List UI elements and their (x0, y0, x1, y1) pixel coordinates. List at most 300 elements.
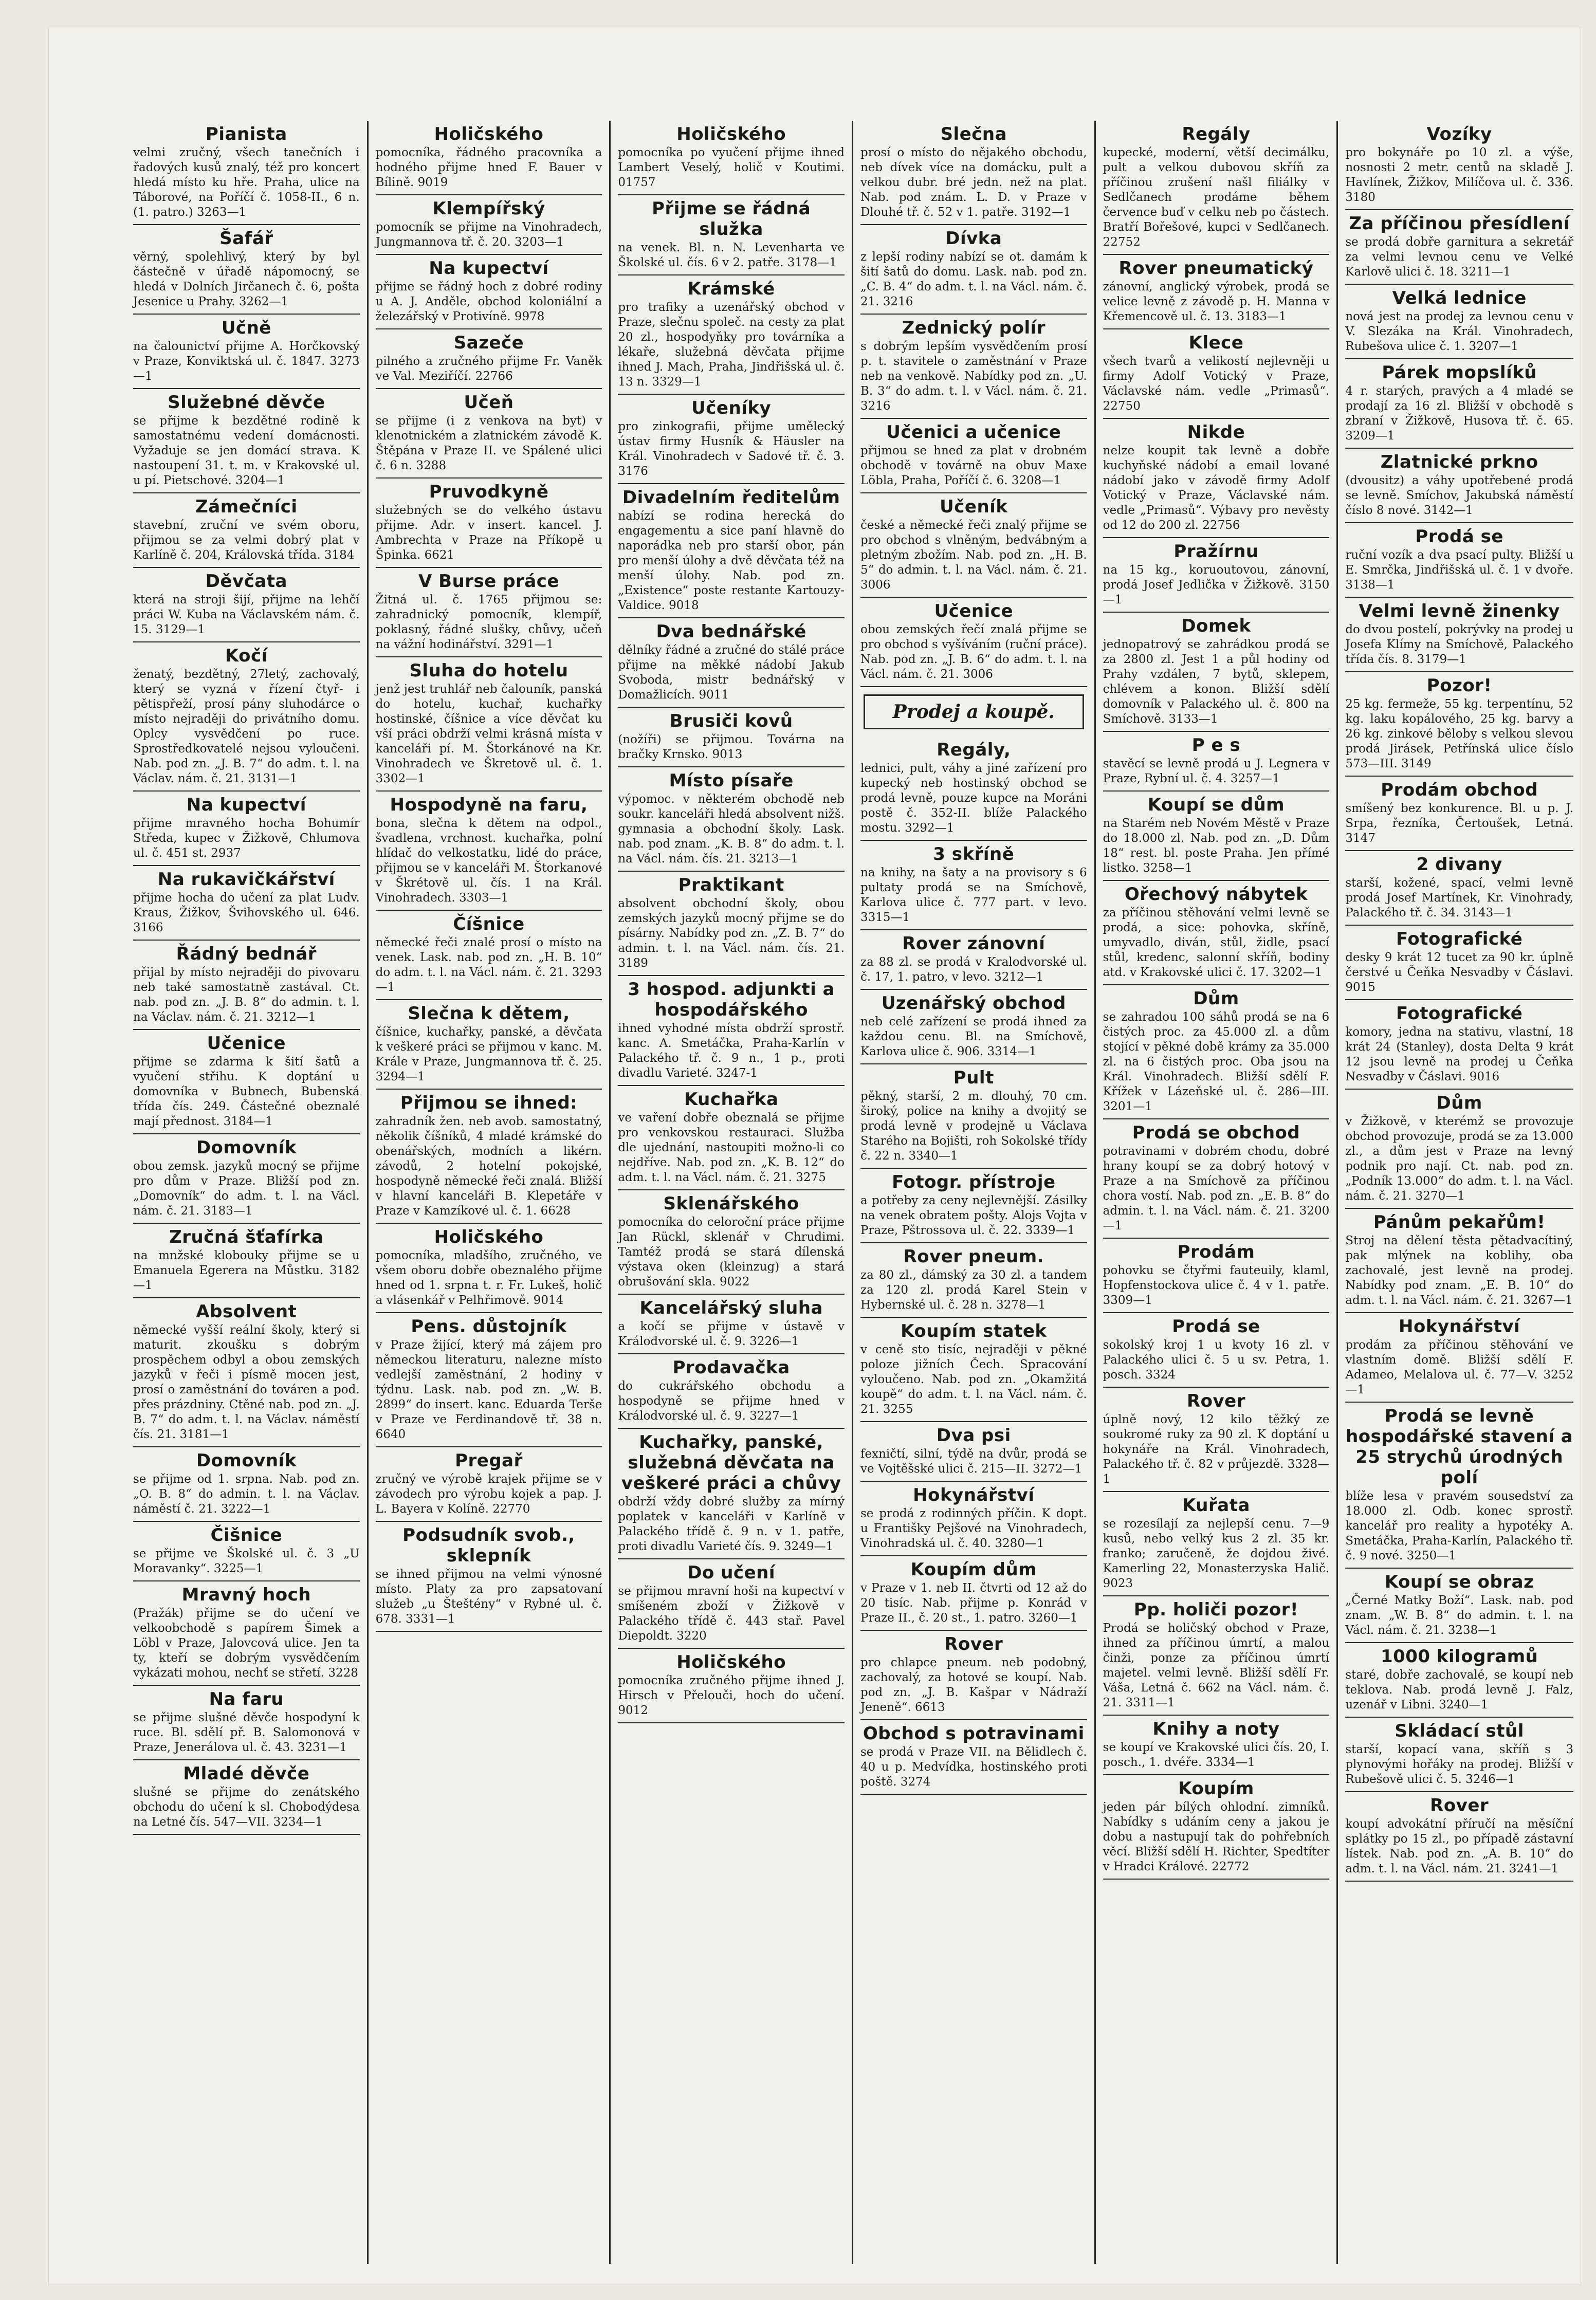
classified-ad (860, 1631, 1087, 1720)
classified-ad (376, 195, 602, 255)
ad-body: pomocník se přijme na Vinohradech, Jungmannova tř. č. 20. 3203—1 (375, 220, 602, 249)
ad-heading: Domek (1181, 616, 1251, 636)
ad-heading: Klece (1188, 333, 1244, 353)
ad-heading: V Burse práce (418, 571, 559, 592)
ad-heading: Obchod s potravinami (863, 1723, 1085, 1744)
classified-ad (1103, 1119, 1330, 1239)
classified-ad (618, 1190, 845, 1295)
ad-heading: Na kupectví (186, 795, 306, 815)
ad-body: na venek. Bl. n. N. Levenharta ve Školské ul. čís. 6 v 2. patře. 3178—1 (618, 241, 845, 269)
ad-body: pomocníka zručného přijme ihned J. Hirsch v Přelouči, hoch do učení. 9012 (618, 1674, 845, 1717)
ad-heading: Pp. holiči pozor! (1133, 1599, 1299, 1620)
ad-heading: Brusiči kovů (669, 711, 793, 731)
classified-ad (1103, 1492, 1330, 1596)
classified-ad (376, 1224, 602, 1313)
ad-heading: 3 skříně (933, 844, 1015, 864)
ad-heading: Dva psi (936, 1425, 1011, 1446)
classified-ad (860, 1720, 1087, 1795)
classified-ad (1345, 210, 1573, 285)
newspaper-page (49, 28, 1581, 2285)
ad-heading: Na kupectví (429, 258, 549, 279)
classified-ad (1345, 1000, 1573, 1090)
ad-body: se přijme slušné děvče hospodyní k ruce. Bl. sdělí př. B. Salomonová v Praze, Jenerálova ul. č. 43. 3231—1 (133, 1711, 360, 1754)
ad-body: na 15 kg., koruoutovou, zánovní, prodá Josef Jedlička v Žižkově. 3150—1 (1103, 563, 1330, 606)
ad-heading: Učenice (207, 1033, 286, 1054)
ad-heading: Krámské (687, 279, 775, 299)
ad-heading: Prodá se levně hospodářské stavení a 25 strychů úrodných polí (1346, 1406, 1573, 1488)
classified-ad (133, 1522, 360, 1581)
classified-ad (618, 1354, 845, 1429)
ad-body: pro zinkografii, přijme umělecký ústav firmy Husník & Häusler na Král. Vinohradech v Sadové tř. č. 3. 3176 (618, 420, 845, 478)
classified-ad (618, 395, 845, 484)
ad-heading: Uzenářský obchod (881, 993, 1066, 1014)
ad-column (126, 121, 369, 2264)
classified-ad (1345, 777, 1573, 851)
classified-ad (1345, 1209, 1573, 1313)
ad-body: potravinami v dobrém chodu, dobré hrany koupí se za dobrý hotový v Praze a na Smíchově za příčinou chora vostí. Nab. pod zn. „E. B. 8“ do admin. t. l. na Václ. nám. č. 21. 3200—1 (1103, 1145, 1330, 1232)
classified-ad (1103, 613, 1330, 732)
ad-heading: Učeň (464, 392, 514, 413)
ad-body: obou zemsk. jazyků mocný se přijme pro dům v Praze. Bližší pod zn. „Domovník“ do adm. t. l. na Václ. nám. č. 21. 3183—1 (133, 1160, 360, 1218)
classified-ad (618, 1295, 845, 1354)
ad-heading: Pianista (205, 124, 287, 144)
ad-heading: Dům (1436, 1093, 1482, 1113)
ad-heading: Kuchařky, panské, služebná děvčata na veškeré práci a chůvy (621, 1432, 841, 1494)
classified-ad (133, 1581, 360, 1686)
ad-body: velmi zručný, všech tanečních i řadových kusů znalý, též pro koncert hledá místo ku hře. Praha, ulice na Táborové, na Poříčí č. 1058-II., 6 n. (1. patro.) 3263—1 (133, 146, 360, 219)
ad-body: přijal by místo nejraději do pivovaru neb také samostatně zastával. Ct. nab. pod zn. „J. B. 8“ do admin. t. l. na Václav. nám. č. 21. 3212—1 (133, 966, 360, 1024)
ad-body: se přijme k bezdětné rodině k samostatnému vedení domácnosti. Vyžaduje se jen domácí strava. K nastoupení 31. t. m. v Krakovské ul. u pí. Pietschové. 3204—1 (133, 414, 360, 487)
ad-heading: Velká lednice (1392, 288, 1527, 308)
ad-heading: Pult (953, 1068, 994, 1088)
ad-body: zánovní, anglický výrobek, prodá se velice levně z závodě p. H. Manna v Křemencově ul. č. 13. 3183—1 (1103, 280, 1330, 323)
classified-ad (1103, 1239, 1330, 1313)
classified-ad (133, 642, 360, 792)
classified-ad (618, 976, 845, 1086)
ad-body: stavěcí se levně prodá u J. Legnera v Praze, Rybní ul. č. 4. 3257—1 (1103, 757, 1330, 785)
ad-heading: Koupím statek (901, 1321, 1047, 1341)
classified-ad (376, 1447, 602, 1522)
ad-heading: Slečna (940, 124, 1007, 144)
ad-heading: Zednický polír (902, 318, 1046, 338)
ad-heading: Skládací stůl (1395, 1721, 1524, 1741)
classified-ad (860, 1169, 1087, 1243)
ad-heading: Číšnice (453, 914, 525, 934)
ad-heading: Prodavačka (672, 1357, 790, 1378)
ad-heading: Slečna k dětem, (408, 1003, 570, 1024)
classified-ad (860, 598, 1087, 687)
classified-ad (860, 930, 1087, 990)
ad-heading: Koupí se obraz (1384, 1572, 1534, 1592)
classified-ad (1345, 672, 1573, 777)
ad-heading: Učně (221, 318, 271, 338)
ad-heading: Zručná šťafírka (169, 1227, 324, 1247)
ad-body: zahradník žen. neb avob. samostatný, několik číšníků, 4 mladé krámské do obenářských, modních a likérn. závodů, 2 hotelní pokojské, hospodyně německé řeči znalá. Bližší v hlavní kanceláři B. Klepetáře v Praze v Kamzíkové ul. č. 1. 6628 (375, 1115, 602, 1218)
ad-body: blíže lesa v pravém sousedství za 18.000 zl. Odb. konec sprostř. kancelář pro reality a hypotéky A. Smetáčka, Praha-Karlín, Palackého tř. č. 9 nové. 3250—1 (1345, 1489, 1573, 1562)
ad-body: na mnžské klobouky přijme se u Emanuela Egerera na Můstku. 3182—1 (133, 1249, 360, 1292)
classified-ad (860, 1482, 1087, 1556)
classified-ad (860, 121, 1087, 225)
ad-heading: Divadelním ředitelům (622, 487, 840, 508)
ad-heading: Praktikant (678, 875, 784, 895)
classified-ad (1345, 1313, 1573, 1403)
ad-body: české a německé řeči znalý přijme se pro obchod s vlněným, bedvábným a pletným zbožím. Nab. pod zn. „H. B. 5“ do admin. t. l. na Václ. nám. č. 21. 3006 (860, 519, 1087, 592)
ad-body: přijme se zdarma k šití šatů a vyučení střihu. K doptání u domovníka v Bubnech, Bubenská třída čís. 249. Částečné obeznalé mají přednost. 3184—1 (133, 1055, 360, 1128)
ad-body: číšnice, kuchařky, panské, a děvčata k veškeré práci se přijmou v kanc. M. Krále v Praze, Jungmannova tř. č. 25. 3294—1 (375, 1025, 602, 1083)
ad-heading: Klempířský (432, 198, 545, 219)
classified-ad (133, 792, 360, 866)
ad-heading: Prodám obchod (1381, 780, 1538, 800)
classified-ad (860, 841, 1087, 930)
classified-ad (376, 1313, 602, 1447)
ad-body: neb celé zařízení se prodá ihned za každou cenu. Bl. na Smíchově, Karlova ulice č. 906. 3314—1 (860, 1015, 1087, 1058)
ad-heading: 3 hospod. adjunkti a hospodářského (628, 979, 835, 1020)
ad-heading: Regály, (937, 740, 1011, 760)
ad-body: a potřeby za ceny nejlevnější. Zásilky na venek obratem pošty. Alojs Vojta v Praze, Pštrossova ul. č. 22. 3339—1 (860, 1194, 1087, 1237)
ad-heading: Rover zánovní (902, 933, 1045, 954)
ad-column (1096, 121, 1338, 2264)
classified-ad (1103, 732, 1330, 792)
ad-heading: Fotografické (1396, 1003, 1523, 1024)
classified-ad (860, 1422, 1087, 1482)
ad-body: se přijmou mravní hoši na kupectví v smíšeném zboží v Žižkově v Palackého třídě č. 443 stař. Pavel Diepoldt. 3220 (618, 1585, 845, 1643)
ad-heading: Rover (1430, 1795, 1489, 1816)
classified-ad (860, 419, 1087, 493)
ad-heading: Sazeče (453, 333, 524, 353)
classified-ad (376, 911, 602, 1000)
ad-body: ruční vozík a dva psací pulty. Bližší u E. Smrčka, Jindřišská ul. č. 1 v dvoře. 3138—1 (1345, 548, 1573, 592)
ad-heading: Šafář (219, 228, 273, 249)
ad-body: bona, slečna k dětem na odpol., švadlena, vrchnost. kuchařka, polní hlídač do velkostatku, lidé do práce, přijmou se v kanceláři M. Štorkanové v Škrétově ul. čís. 1 na Král. Vinohradech. 3303—1 (375, 817, 602, 905)
ad-heading: Rover pneumatický (1118, 258, 1314, 279)
ad-heading: Hokynářství (1399, 1316, 1520, 1337)
ad-heading: Prodá se (1415, 526, 1503, 547)
ad-heading: Do učení (687, 1562, 775, 1583)
ad-column (611, 121, 853, 2264)
ad-heading: Domovník (196, 1137, 297, 1158)
classified-ad (1103, 1716, 1330, 1775)
ad-heading: Dívka (945, 228, 1002, 249)
classified-ad (1345, 1090, 1573, 1209)
ad-body: která na stroji šijí, přijme na lehčí práci W. Kuba na Václavském nám. č. 15. 3129—1 (133, 593, 360, 636)
classified-ad (618, 1086, 845, 1190)
ad-heading: Domovník (196, 1450, 297, 1471)
ad-heading: Absolvent (196, 1301, 297, 1322)
ad-heading: Podsudník svob., sklepník (402, 1525, 575, 1566)
classified-ad (860, 1064, 1087, 1169)
ad-body: starší, kožené, spací, velmi levně prodá Josef Martínek, Kr. Vinohrady, Palackého tř. č. 34. 3143—1 (1345, 876, 1573, 919)
classified-ad (376, 1090, 602, 1224)
classified-ad (1345, 285, 1573, 359)
ad-heading: Přijme se řádná služka (652, 198, 811, 240)
classified-ad (618, 275, 845, 395)
ad-body: za 80 zl., dámský za 30 zl. a tandem za 120 zl. prodá Karel Stein v Hybernské ul. č. 28 n. 3278—1 (860, 1268, 1087, 1312)
ad-body: ve vaření dobře obeznalá se přijme pro venkovskou restauraci. Služba dle ujednání, nastoupiti možno-li co nejdříve. Nab. pod zn. „K. B. 12“ do adm. t. l. na Václ. nám. č. 21. 3275 (618, 1111, 845, 1184)
ad-body: prosí o místo do nějakého obchodu, neb dívek více na domácku, pult a velkou dubr. bré jedn. než na plat. Nab. pod znám. L. D. v Praze v Dlouhé tř. č. 52 v 1. patře. 3192—1 (860, 146, 1087, 219)
ad-body: se prodá v Praze VII. na Bělidlech č. 40 u p. Medvídka, hostinského proti poště. 3274 (860, 1745, 1087, 1789)
ad-heading: Holičského (676, 124, 786, 144)
classified-ad (1103, 419, 1330, 538)
ad-body: v Praze žijící, který má zájem pro německou literaturu, nalezne místo vedlejší zaměstnání, 2 hodiny v týdnu. Lask. nab. pod zn. „W. B. 2899“ do insert. kanc. Eduarda Terše v Praze ve Ferdinandově tř. 38 n. 6640 (375, 1338, 602, 1441)
ad-heading: Pruvodkyně (429, 482, 549, 502)
ad-body: se zahradou 100 sáhů prodá se na 6 čistých proc. za 45.000 zl. a dům stojící v pěkné době krámy za 35.000 zl. na 6 čistých proc. Oba jsou na Král. Vinohradech. Bližší sdělí F. Křížek v Lázeňské ul. č. 286—III. 3201—1 (1103, 1010, 1330, 1113)
ad-body: Stroj na dělení těsta pětadvacítiný, pak mlýnek na koblihy, oba zachovalé, jest levně na prodej. Nabídky pod znam. „E. B. 10“ do adm. t. l. na Václ. nám. č. 21. 3267—1 (1345, 1234, 1573, 1307)
ad-body: smíšený bez konkurence. Bl. u p. J. Srpa, řezníka, Čertoušek, Letná. 3147 (1345, 802, 1573, 845)
ad-body: na knihy, na šaty a na provisory s 6 pultaty prodá se na Smíchově, Karlova ulice č. 777 part. v levo. 3315—1 (860, 866, 1087, 924)
ad-heading: Koupí se dům (1147, 795, 1285, 815)
ad-heading: 2 divany (1416, 854, 1502, 875)
ad-heading: Mravný hoch (181, 1585, 311, 1605)
ad-body: úplně nový, 12 kilo těžký ze soukromé ruky za 90 zl. K doptání u hokynáře na Král. Vinohradech, Palackého tř. č. 82 v průjezdě. 3328—1 (1103, 1413, 1330, 1486)
classified-ad (1103, 985, 1330, 1119)
ad-body: jenž jest truhlář neb čalouník, panská do hotelu, kuchař, kuchařky hostinské, číšnice a více děvčat ku vší práci obdrží velmi krásná místa v kanceláři pí. M. Štorkánové na Kr. Vinohradech ve Škretově ul. č. 1. 3302—1 (375, 683, 602, 785)
classified-ad (860, 990, 1087, 1064)
ad-heading: Mladé děvče (183, 1763, 310, 1784)
ad-body: se prodá z rodinných příčin. K dopt. u Františky Pejšové na Vinohradech, Vinohradská ul. č. 40. 3280—1 (860, 1507, 1087, 1550)
classified-ad (618, 121, 845, 195)
ad-body: nová jest na prodej za levnou cenu v V. Slezáka na Král. Vinohradech, Rubešova ulice č. 1. 3207—1 (1345, 310, 1573, 353)
ad-body: kupecké, moderní, větší decimálku, pult a velkou dubovou skříň za příčinou zrušení našl filiálky v Sedlčanech prodáme během července buď v celku neb po částech. Bratří Bořešové, kupci v Sedlčanech. 22752 (1103, 146, 1330, 249)
ad-heading: Koupím (1178, 1778, 1254, 1799)
ad-body: dělníky řádné a zručné do stálé práce přijme na měkké nádobí Jakub Svoboda, mistr bednářský v Domažlicích. 9011 (618, 643, 845, 702)
ad-body: pomocníka, mladšího, zručného, ve všem oboru dobře obeznalého přijme hned od 1. srpna t. r. Fr. Lukeš, holič a vlásenkář v Pelhřimově. 9014 (375, 1249, 602, 1307)
classified-ad (376, 479, 602, 568)
ad-heading: Za příčinou přesídlení (1349, 213, 1570, 234)
ad-body: nelze koupit tak levně a dobře kuchyňské nádobí a email lované nádobí jako v závodě firmy Adolf Votický v Praze, Václavské nám. vedle „Primasů“. Výbavy pro nevěsty od 12 do 200 zl. 22756 (1103, 444, 1330, 532)
classified-ad (618, 872, 845, 976)
classified-ad (133, 225, 360, 315)
classified-ad (1103, 792, 1330, 881)
ad-body: jeden pár bílých ohlodní. zimníků. Nabídky s udáním ceny a jakou je dobu a nastupují tak do pohřebních věcí. Bližší sdělí H. Richter, Spedtíter v Hradci Králové. 22772 (1103, 1800, 1330, 1873)
ad-heading: Na faru (209, 1689, 284, 1709)
ad-body: 25 kg. fermeže, 55 kg. terpentínu, 52 kg. laku kopálového, 25 kg. barvy a 26 kg. zinkové běloby s velkou slevou prodá Jirásek, Petřínská ulice číslo 573—III. 3149 (1345, 697, 1573, 770)
ad-body: v ceně sto tisíc, nejraději v pěkné poloze jižních Čech. Spracování vyloučeno. Nab. pod zn. „Okamžitá koupě“ do adm. t. l. na Václ. nám. č. 21. 3255 (860, 1343, 1087, 1416)
classified-ad (1103, 1313, 1330, 1388)
ad-heading: Učeníky (691, 398, 772, 418)
classified-ad (376, 792, 602, 911)
ad-heading: Kancelářský sluha (639, 1298, 823, 1318)
classified-ad (1345, 121, 1573, 210)
classified-ad (133, 1298, 360, 1447)
classified-ad (1103, 121, 1330, 255)
classified-ad (133, 1134, 360, 1224)
ad-body: pěkný, starší, 2 m. dlouhý, 70 cm. široký, police na knihy a dvojitý se prodá levně v prodejně u Václava Starého na Bojišti, roh Sokolské třídy č. 22 n. 3340—1 (860, 1090, 1087, 1163)
ad-heading: Koupím dům (910, 1559, 1037, 1580)
ad-body: (dvousitz) a váhy upotřebené prodá se levně. Smíchov, Jakubská náměstí číslo 8 nové. 3142—1 (1345, 474, 1573, 517)
classified-ad (1103, 538, 1330, 613)
classified-ad (1103, 1775, 1330, 1880)
classified-ad (860, 1243, 1087, 1318)
ad-heading: Hospodyně na faru, (390, 795, 588, 815)
classified-ad (1345, 1403, 1573, 1569)
ad-heading: Sklenářského (663, 1193, 799, 1214)
ad-body: pilného a zručného přijme Fr. Vaněk ve Val. Meziříčí. 22766 (375, 355, 602, 383)
ad-body: na čalounictví přijme A. Horčkovský v Praze, Konviktská ul. č. 1847. 3273—1 (133, 340, 360, 383)
classified-ad (618, 1559, 845, 1649)
ad-body: 4 r. starých, pravých a 4 mladé se prodají za 16 zl. Bližší v obchodě s zbraní v Žižkově, Husova tř. č. 65. 3209—1 (1345, 384, 1573, 443)
ad-body: věrný, spolehlivý, který by byl částečně v úřadě nápomocný, se hledá v Dolních Jirčanech č. 6, pošta Jesenice u Prahy. 3262—1 (133, 250, 360, 308)
classified-ad (1103, 881, 1330, 985)
ad-body: se koupí ve Krakovské ulici čís. 20, I. posch., 1. dvéře. 3334—1 (1103, 1741, 1330, 1769)
ad-body: pro chlapce pneum. neb podobný, zachovalý, za hotové se koupí. Nab. pod zn. „J. B. Kašpar v Nádraží Jeneně“. 6613 (860, 1656, 1087, 1714)
ad-heading: Pregař (455, 1450, 523, 1471)
ad-column (853, 121, 1096, 2264)
classified-ad (133, 315, 360, 389)
ad-heading: Pens. důstojník (411, 1316, 567, 1337)
classified-ad (376, 255, 602, 329)
ad-body: služebných se do velkého ústavu přijme. Adr. v insert. kancel. J. Ambrechta v Praze na Příkopě u Špinka. 6621 (375, 504, 602, 562)
ad-heading: Místo písaře (669, 770, 794, 791)
classified-ad (1345, 1718, 1573, 1792)
classified-ad (860, 1318, 1087, 1422)
classified-ad (133, 389, 360, 493)
ad-heading: Dva bednářské (656, 621, 806, 642)
ad-heading: Fotografické (1396, 929, 1523, 949)
classified-ad (376, 1522, 602, 1632)
ad-body: obdrží vždy dobré služby za mírný poplatek v kanceláři v Karlíně v Palackého třídě č. 9 n. v 1. patře, proti divadlu Varieté čís. 9. 3249—1 (618, 1495, 845, 1553)
ad-body: jednopatrový se zahrádkou prodá se za 2800 zl. Jest 1 a půl hodiny od Prahy vzdálen, 7 bytů, sklepem, chlévem a konon. Bližší sdělí domovník v Palackého ul. č. 800 na Smíchově. 3133—1 (1103, 638, 1330, 726)
classified-ad (133, 568, 360, 642)
ad-heading: Služebné děvče (168, 392, 325, 413)
ad-body: nabízí se rodina herecká do engagementu a sice paní hlavně do naporádka neb pro starší obor, pán pro menší úlohy a dvě děvčata též na menší úlohy. Nab. pod zn. „Existence“ poste restante Kartouzy-Valdice. 9018 (618, 509, 845, 612)
ad-body: „Černé Matky Boží“. Lask. nab. pod znam. „W. B. 8“ do admin. t. l. na Václ. nám. č. 21. 3238—1 (1345, 1594, 1573, 1637)
ad-body: sokolský kroj 1 u kvoty 16 zl. v Palackého ulici č. 5 u sv. Petra, 1. posch. 3324 (1103, 1338, 1330, 1382)
ad-heading: Přijmou se ihned: (400, 1093, 578, 1113)
classified-columns (126, 121, 1581, 2264)
ad-column (369, 121, 611, 2264)
ad-heading: Sluha do hotelu (409, 660, 568, 681)
ad-heading: Prodám (1177, 1242, 1255, 1262)
classified-ad (618, 484, 845, 618)
ad-body: slušné se přijme do zenátského obchodu do učení k sl. Chobodýdesa na Letné čís. 547—VII. 3234—1 (133, 1786, 360, 1829)
ad-body: za příčinou stěhování velmi levně se prodá, a sice: pohovka, skříně, umyvadlo, diván, stůl, židle, psací stůl, kredenc, salonní skříň, bodiny atd. v Krakovské ulici č. 17. 3202—1 (1103, 906, 1330, 979)
classified-ad (1103, 255, 1330, 329)
ad-body: prodám za příčinou stěhování ve vlastním domě. Bližší sdělí F. Adameo, Melalova ul. č. 77—V. 3252—1 (1345, 1338, 1573, 1396)
classified-ad (1345, 1792, 1573, 1882)
classified-ad (1103, 1388, 1330, 1492)
classified-ad (376, 568, 602, 657)
ad-body: staré, dobře zachovalé, se koupí neb teklova. Nab. prodá levně J. Falz, uzenář v Libni. 3240—1 (1345, 1668, 1573, 1712)
ad-body: (Pražák) přijme se do učení ve velkoobchodě s papírem Šimek a Löbl v Praze, Jalovcová ulice. Jen ta ty, kteří se dobrým vysvědčením vykázati mohou, nechť se střetí. 3228 (133, 1607, 360, 1680)
classified-ad (376, 121, 602, 195)
ad-body: pomocníka do celoroční práce přijme Jan Rückl, sklenář v Chrudimi. Tamtéž prodá se stará dílenská výstava oken (kleinzug) a stará obrušování skla. 9022 (618, 1216, 845, 1289)
ad-body: za 88 zl. se prodá v Kralodvorské ul. č. 17, 1. patro, v levo. 3212—1 (860, 955, 1087, 984)
ad-body: absolvent obchodní školy, obou zemských jazyků mocný přijme se do písárny. Nabídky pod zn. „Z. B. 7“ do admin. t. l. na Václ. nám. čís. 21. 3189 (618, 897, 845, 970)
classified-ad (1345, 1643, 1573, 1718)
ad-body: v Praze v 1. neb II. čtvrti od 12 až do 20 tisíc. Nab. přijme p. Konrád v Praze II., č. 20 st., 1. patro. 3260—1 (860, 1581, 1087, 1625)
classified-ad (1345, 851, 1573, 926)
ad-heading: Rover (1186, 1391, 1245, 1411)
ad-column (1338, 121, 1581, 2264)
classified-ad (133, 121, 360, 225)
classified-ad (860, 737, 1087, 841)
classified-ad (1345, 449, 1573, 523)
ad-body: všech tvarů a velikostí nejlevněji u firmy Adolf Votický v Praze, Václavské nám. vedle „Primasů“. 22750 (1103, 355, 1330, 413)
ad-heading: Učeník (940, 496, 1008, 517)
ad-body: přijmou se hned za plat v drobném obchodě v továrně na obuv Maxe Löbla, Praha, Poříčí č. 6. 3208—1 (860, 444, 1087, 487)
classified-ad (618, 195, 845, 275)
ad-body: se rozesílají za nejlepší cenu. 7—9 kusů, nebo velký kus 2 zl. 35 kr. franko; zaručeně, že dojdou živé. Kamerling 22, Monasterzyska Halič. 9023 (1103, 1517, 1330, 1590)
ad-heading: Holičského (676, 1652, 786, 1672)
classified-ad (618, 708, 845, 767)
ad-heading: Regály (1182, 124, 1251, 144)
ad-body: se přijme ve Školské ul. č. 3 „U Moravanky“. 3225—1 (133, 1547, 360, 1575)
classified-ad (860, 315, 1087, 419)
ad-heading: Knihy a noty (1152, 1719, 1280, 1739)
classified-ad (1345, 359, 1573, 449)
ad-heading: Nikde (1187, 422, 1245, 443)
ad-body: obou zemských řečí znalá přijme se pro obchod s vyšíváním (ruční práce). Nab. pod zn. „J. B. 6“ do adm. t. l. na Václ. nám. č. 21. 3006 (860, 623, 1087, 681)
ad-body: Žitná ul. č. 1765 přijmou se: zahradnický pomocník, klempíř, poklasný, řádné slušky, chůvy, učeň na vážní hodinářství. 3291—1 (375, 593, 602, 651)
ad-heading: Vozíky (1426, 124, 1492, 144)
ad-body: se přijme od 1. srpna. Nab. pod zn. „O. B. 8“ do admin. t. l. na Václav. náměstí č. 21. 3222—1 (133, 1473, 360, 1516)
ad-heading: Ořechový nábytek (1124, 884, 1308, 905)
ad-heading: 1000 kilogramů (1380, 1646, 1538, 1667)
ad-heading: Čišnice (210, 1525, 283, 1545)
ad-body: lednici, pult, váhy a jiné zařízení pro kupecký neb hostinský obchod se prodá levně, pouze kupce na Moráni postě č. 352-II. blíže Palackého mostu. 3292—1 (860, 762, 1087, 835)
ad-heading: Fotogr. přístroje (892, 1172, 1056, 1192)
ad-body: a kočí se přijme v ústavě v Králodvorské ul. č. 9. 3226—1 (618, 1320, 845, 1348)
classified-ad (618, 618, 845, 708)
classified-ad (376, 389, 602, 479)
ad-heading: Holičského (434, 124, 544, 144)
ad-heading: Pražírnu (1173, 541, 1259, 562)
ad-body: do cukrářského obchodu a hospodyně se přijme hned v Králodvorské ul. č. 9. 3227—1 (618, 1379, 845, 1423)
ad-body: německé vyšší reální školy, který si maturit. zkoušku s dobrým prospěchem odbyl a obou zemských jazyků v řeči i písmě mocen jest, prosí o zaměstnání do továren a pod. přes prázdniny. Ctěné nab. pod zn. „J. B. 7“ do adm. t. l. na Václav. náměstí čís. 21. 3181—1 (133, 1323, 360, 1441)
classified-ad (133, 866, 360, 941)
classified-ad (376, 657, 602, 792)
classified-ad (860, 493, 1087, 598)
ad-body: pro bokynáře po 10 zl. a výše, nosnosti 2 metr. centů na skladě J. Havlínek, Žižkov, Milíčova ul. č. 336. 3180 (1345, 146, 1573, 204)
ad-body: fexničtí, silní, týdě na dvůr, prodá se ve Vojtěšské ulici č. 215—II. 3272—1 (860, 1447, 1087, 1476)
ad-body: starší, kopací vana, skříň s 3 plynovými hořáky na prodej. Bližší v Rubešově ulici č. 5. 3246—1 (1345, 1743, 1573, 1786)
ad-heading: Prodá se obchod (1132, 1123, 1300, 1143)
ad-body: ihned vyhodné místa obdrží sprostř. kanc. A. Smetáčka, Praha-Karlín v Palackého tř. č. 9 n., 1 p., proti divadlu Varieté. 3247-1 (618, 1022, 845, 1080)
ad-body: se ihned přijmou na velmi výnosné místo. Platy za pro zapsatovaní služeb „u Šteštény“ v Rybné ul. č. 678. 3331—1 (375, 1568, 602, 1626)
ad-heading: Prodá se (1172, 1316, 1260, 1337)
section-heading-box: Prodej a koupě. (864, 694, 1084, 729)
ad-body: přijme se řádný hoch z dobré rodiny u A. J. Anděle, obchod koloniální a železářský v Protivíně. 9978 (375, 280, 602, 323)
ad-heading: Holičského (434, 1227, 544, 1247)
ad-body: v Žižkově, v kterémž se provozuje obchod provozuje, prodá se za 13.000 zl., a dům jest v Praze na levný podnik pro nají. Ct. nab. pod zn. „Podník 13.000“ do adm. t. l. na Václ. nám. č. 21. 3270—1 (1345, 1115, 1573, 1203)
ad-heading: Učenice (934, 601, 1014, 621)
ad-heading: Na rukavičkářství (157, 869, 335, 890)
ad-body: s dobrým lepším vysvědčením prosí p. t. stavitele o zaměstnání v Praze neb na venkově. Nabídky pod zn. „U. B. 3“ do adm. t. l. v Václ. nám. č. 21. 3216 (860, 340, 1087, 413)
ad-heading: Rover pneum. (903, 1246, 1044, 1267)
ad-body: zručný ve výrobě krajek přijme se v závodech pro výrobu kojek a pap. J. L. Bayera v Kolíně. 22770 (375, 1473, 602, 1516)
classified-ad (133, 941, 360, 1030)
ad-heading: Pánům pekařům! (1373, 1212, 1546, 1232)
ad-body: z lepší rodiny nabízí se ot. damám k šití šatů do domu. Lask. nab. pod zn. „C. B. 4“ do adm. t. l. na Václ. nám. č. 21. 3216 (860, 250, 1087, 308)
ad-body: se přijme (i z venkova na byt) v klenotnickém a zlatnickém závodě K. Štěpána v Praze II. ve Spálené ulici č. 6 n. 3288 (375, 414, 602, 472)
ad-heading: Velmi levně žinenky (1359, 601, 1560, 621)
ad-heading: Zámečníci (195, 496, 298, 517)
ad-body: do dvou postelí, pokrývky na prodej u Josefa Klímy na Smíchově, Palackého třída čís. 8. 3179—1 (1345, 623, 1573, 666)
ad-heading: Kuřata (1182, 1495, 1250, 1516)
classified-ad (618, 1429, 845, 1559)
ad-heading: P e s (1191, 735, 1241, 756)
ad-body: koupí advokátní příručí na měsíční splátky po 15 zl., po případě zástavní lístek. Nab. pod zn. „A. B. 10“ do adm. t. l. na Václ. nám. 21. 3241—1 (1345, 1817, 1573, 1875)
ad-body: ženatý, bezdětný, 27letý, zachovalý, který se vyzná v řízení čtyř- i pětispřeží, prosí pány sluhodárce o místo nejraději do privátního domu. Oplcy vysvědčení po ruce. Sprostředkovatelé nejsou vyloučeni. Nab. pod zn. „J. B. 7“ do adm. t. l. na Václav. nám. č. 21. 3131—1 (133, 668, 360, 785)
ad-body: komory, jedna na stativu, vlastní, 18 krát 24 (Stanley), dosta Delta 9 krát 12 jsou levně na prodej u Čeňka Nesvadby v Čáslavi. 9016 (1345, 1025, 1573, 1083)
ad-heading: Párek mopslíků (1382, 362, 1537, 383)
ad-heading: Pozor! (1426, 675, 1492, 696)
ad-heading: Kuchařka (684, 1089, 779, 1110)
ad-body: přijme hocha do učení za plat Ludv. Kraus, Žižkov, Švihovského ul. 646. 3166 (133, 891, 360, 934)
ad-body: pro trafiky a uzenářský obchod v Praze, slečnu společ. na cesty za plat 20 zl., hospodyňky pro továrníka a lékaře, služebná děvčata přijme ihned J. Mach, Praha, Jindřišská ul. č. 13 n. 3329—1 (618, 301, 845, 389)
classified-ad (860, 1556, 1087, 1631)
ad-heading: Dům (1193, 988, 1239, 1009)
